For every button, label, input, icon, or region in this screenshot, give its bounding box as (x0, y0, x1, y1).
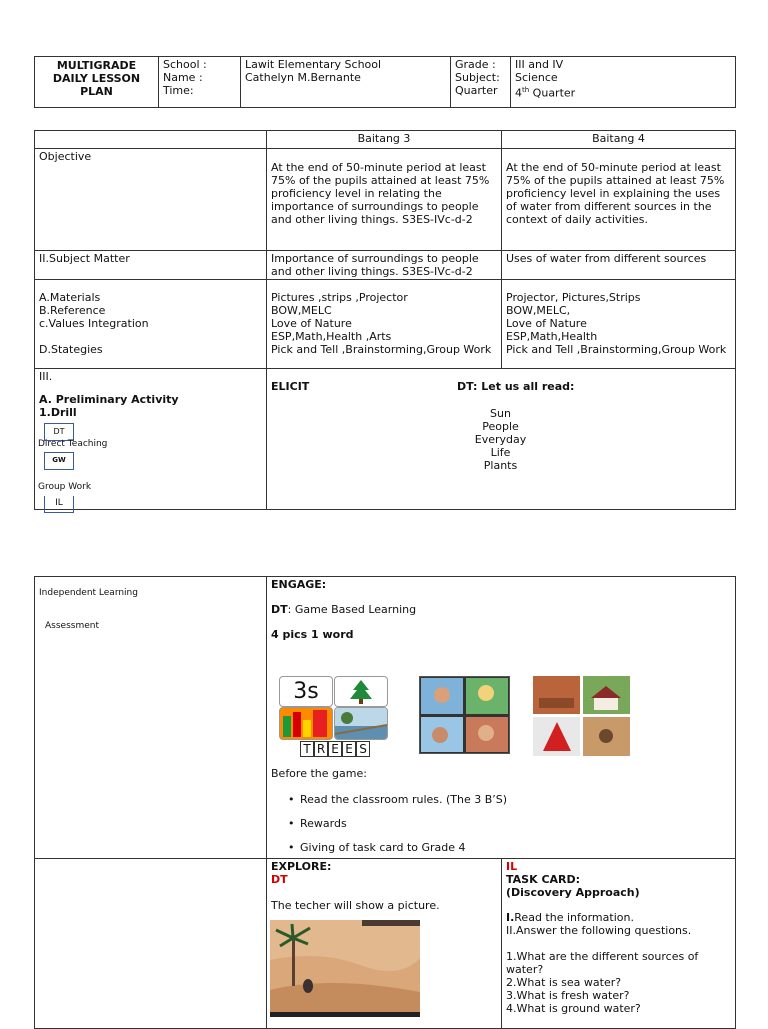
bar-chart-icon (279, 707, 333, 740)
group-work-label: Group Work (38, 482, 92, 492)
task-card-heading: TASK CARD: (506, 873, 581, 886)
left-column-labels (35, 577, 267, 859)
game-rules-list (270, 793, 730, 865)
task-card-cell (502, 859, 736, 1029)
il-label: IL (506, 860, 518, 873)
preliminary-activity-cell: III. A. Preliminary Activity 1.Drill (35, 369, 267, 510)
tree-icon (334, 676, 388, 707)
list-item: • Read the classroom rules. (The 3 B’S) (288, 793, 730, 806)
answer-questions-text: II.Answer the following questions. (506, 924, 692, 937)
subject-matter-baitang-3: Importance of surroundings to people and other living things. S3ES-IVc-d-2 (267, 251, 502, 280)
elicit-heading: ELICIT (271, 380, 310, 393)
header-labels: School : Name : Time: (159, 57, 241, 108)
independent-learning-label: Independent Learning (39, 588, 138, 598)
il-pill: IL (44, 496, 74, 513)
subject-matter-label: II.Subject Matter (35, 251, 267, 280)
four-pics-heading: 4 pics 1 word (271, 628, 354, 641)
materials-baitang-3: Pictures ,strips ,Projector BOW,MELC Love of Nature ESP,Math,Health ,Arts Pick and Tell ,Brainstorming,Group Work (267, 280, 502, 369)
question-list: 1.What are the different sources of water? 2.What is sea water? 3.What is fresh water? 4.What is ground water? (506, 950, 699, 1015)
list-item: • Giving of task card to Grade 4 (288, 841, 730, 854)
teacher-show-text: The techer will show a picture. (271, 899, 440, 912)
objective-baitang-3: At the end of 50-minute period at least 75% of the pupils attained at least 75% proficiency level in relating the importance of surroundings to people and other living things. S3ES-IVc-d-2 (267, 149, 502, 251)
header-values: Lawit Elementary School Cathelyn M.Bernante (241, 57, 451, 108)
discovery-approach: (Discovery Approach) (506, 886, 640, 899)
header-table (34, 56, 736, 108)
subject-matter-baitang-4: Uses of water from different sources (502, 251, 736, 280)
materials-labels: A.Materials B.Reference c.Values Integration D.Stategies (35, 280, 267, 369)
column-header-baitang-4: Baitang 4 (502, 131, 736, 149)
read-info-text: I.Read the information. (506, 911, 634, 924)
answer-boxes-trees: T R E E S (300, 741, 370, 757)
column-header-baitang-3: Baitang 3 (267, 131, 502, 149)
water-photos-puzzle (419, 676, 510, 754)
header-values-2: III and IV Science 4th Quarter (511, 57, 736, 108)
objective-baitang-4: At the end of 50-minute period at least 75% of the pupils attained at least 75% proficiency level in explaining the uses of water from different sources in the context of daily activities. (502, 149, 736, 251)
objective-label: Objective (35, 149, 267, 251)
lesson-plan-title: MULTIGRADE DAILY LESSON PLAN (35, 57, 159, 108)
ground-photos-puzzle (533, 676, 630, 756)
game-based-line: DT: Game Based Learning (271, 603, 417, 616)
direct-teaching-label: Direct Teaching (38, 439, 108, 449)
preliminary-activity-heading: A. Preliminary Activity (39, 393, 179, 406)
before-game-text: Before the game: (271, 767, 367, 780)
assessment-label: Assessment (45, 621, 99, 631)
left-column-empty (35, 859, 267, 1029)
materials-baitang-4: Projector, Pictures,Strips BOW,MELC, Love of Nature ESP,Math,Health Pick and Tell ,Brainstorming,Group Work (502, 280, 736, 369)
bridge-landscape-icon (334, 707, 388, 740)
tile-3s: 3s (279, 676, 333, 707)
gw-pill: GW (44, 452, 74, 470)
dt-pill: DT (44, 423, 74, 441)
plan-table (34, 130, 736, 510)
explore-heading: EXPLORE: (271, 860, 332, 873)
word-list: Sun People Everyday Life Plants (474, 407, 527, 472)
engage-heading: ENGAGE: (271, 578, 327, 591)
elicit-cell (267, 369, 736, 510)
list-item: • Rewards (288, 817, 730, 830)
desert-photo (270, 920, 420, 1017)
explore-dt-label: DT (271, 873, 288, 886)
drill-heading: 1.Drill (39, 406, 77, 419)
header-labels-2: Grade : Subject: Quarter (451, 57, 511, 108)
dt-read-heading: DT: Let us all read: (457, 380, 575, 393)
